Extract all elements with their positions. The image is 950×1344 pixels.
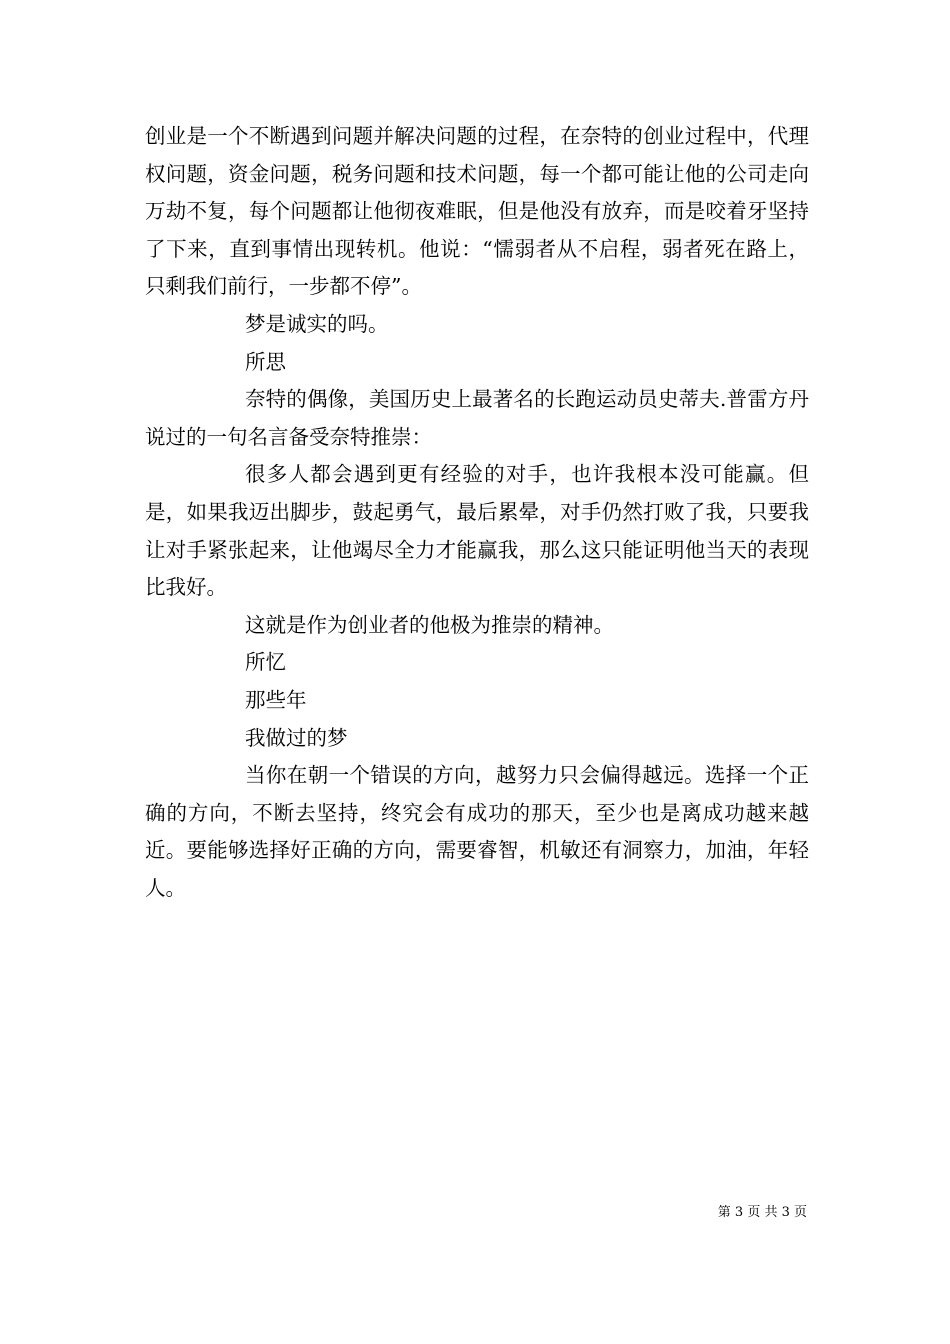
paragraph-5: 很多人都会遇到更有经验的对手，也许我根本没可能赢。但是，如果我迈出脚步，鼓起勇气，最后累晕，对手仍然打败了我，只要我让对手紧张起来，让他竭尽全力才能赢我，那么这只能证明他当天的表现比我好。: [145, 462, 809, 600]
paragraph-6: 这就是作为创业者的他极为推崇的精神。: [245, 612, 614, 637]
paragraph-10: 当你在朝一个错误的方向，越努力只会偏得越远。选择一个正确的方向，不断去坚持，终究会有成功的那天，至少也是离成功越来越近。要能够选择好正确的方向，需要睿智，机敏还有洞察力，加油，年轻人。: [145, 763, 809, 900]
paragraph-4: 奈特的偶像，美国历史上最著名的长跑运动员史蒂夫.普雷方丹说过的一句名言备受奈特推崇：: [145, 387, 809, 449]
paragraph-2: 梦是诚实的吗。: [245, 311, 389, 336]
paragraph-7: 所忆: [245, 650, 286, 675]
page-number-footer: 第 3 页 共 3 页: [717, 1205, 807, 1220]
document-body: [145, 118, 809, 907]
paragraph-1: 创业是一个不断遇到问题并解决问题的过程，在奈特的创业过程中，代理权问题，资金问题，税务问题和技术问题，每一个都可能让他的公司走向万劫不复，每个问题都让他彻夜难眠，但是他没有放弃，而是咬着牙坚持了下来，直到事情出现转机。他说：“懦弱者从不启程，弱者死在路上，只剩我们前行，一步都不停”。: [145, 124, 809, 299]
paragraph-9: 我做过的梦: [245, 725, 348, 750]
paragraph-8: 那些年: [245, 687, 307, 712]
paragraph-3: 所思: [245, 349, 286, 374]
